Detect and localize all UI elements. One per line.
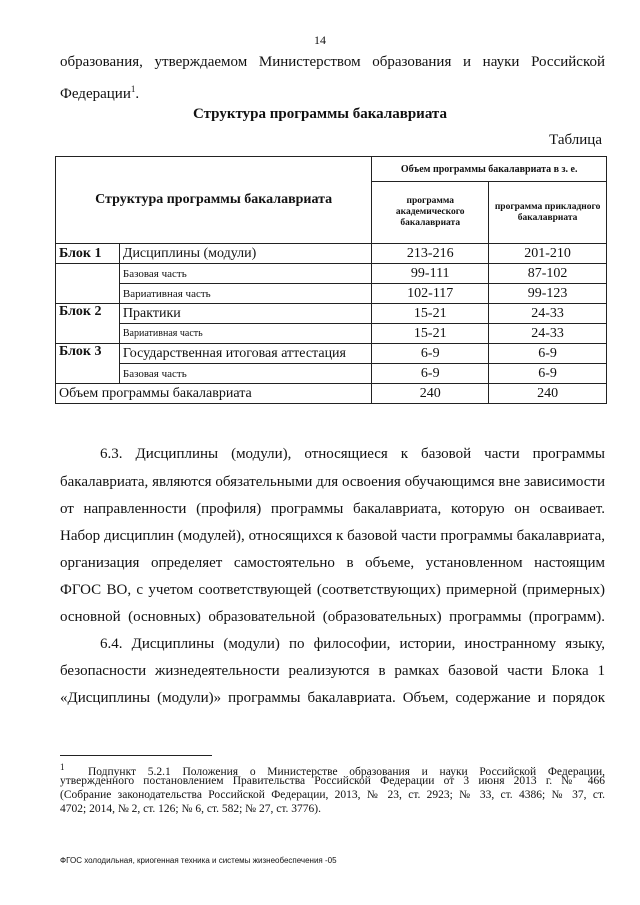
para-6-3-line: 6.3. Дисциплины (модули), относящиеся к базовой части программы [100,446,605,462]
para-6-3-line: основной (основных) образовательной (образовательных) программы (программ). [60,609,605,625]
header-academic: программа академического бакалавриата [372,182,489,244]
row-applied: 6-9 [489,364,607,384]
table-label: Таблица [549,132,602,148]
total-applied: 240 [489,384,607,404]
intro-line-2: Федерации$^1$. [60,84,140,102]
row-applied: 6-9 [489,344,607,364]
row-academic: 15-21 [372,324,489,344]
para-6-3-line: ФГОС ВО, с учетом соответствующей (соответствующих) примерной (примерных) [60,582,605,598]
row-name: Практики [119,304,371,324]
row-academic: 6-9 [372,344,489,364]
table-title: Структура программы бакалавриата [193,106,447,122]
row-academic: 99-111 [372,264,489,284]
para-6-4-line: 6.4. Дисциплины (модули) по философии, истории, иностранному языку, [100,636,605,652]
intro-line-1: образования, утверждаемом Министерством образования и науки Российской [60,54,605,70]
block-label: Блок 2 [56,304,120,344]
header-volume: Объем программы бакалавриата в з. е. [372,157,607,182]
footnote-line: 4702; 2014, № 2, ст. 126; № 6, ст. 582; № 27, ст. 3776). [60,803,322,815]
footnote-reference: 1 [130,84,136,94]
para-6-3-line: организация определяет самостоятельно в объеме, установленном настоящим [60,555,605,571]
page-number: 14 [314,33,326,47]
row-academic: 102-117 [372,284,489,304]
program-structure-table [55,156,607,404]
para-6-3-line: Набор дисциплин (модулей), относящихся к базовой части программы бакалавриата, [60,528,605,544]
row-academic: 6-9 [372,364,489,384]
block-label: Блок 1 [56,244,120,264]
total-row-name: Объем программы бакалавриата [56,384,372,404]
para-6-4-line: «Дисциплины (модули)» программы бакалавриата. Объем, содержание и порядок [60,690,605,706]
row-applied: 99-123 [489,284,607,304]
header-structure: Структура программы бакалавриата [56,157,372,244]
row-applied: 87-102 [489,264,607,284]
document-footer: ФГОС холодильная, криогенная техника и системы жизнеобеспечения -05 [60,856,337,865]
row-name: Вариативная часть [119,324,371,344]
row-name: Базовая часть [119,264,371,284]
block-label: Блок 3 [56,344,120,384]
row-academic: 213-216 [372,244,489,264]
row-name: Дисциплины (модули) [119,244,371,264]
row-applied: 24-33 [489,324,607,344]
block-label-empty [56,264,120,304]
footnote-line: (Собрание законодательства Российской Федерации, 2013, № 23, ст. 2923; № 33, ст. 4386; № 37, ст. [60,789,605,801]
row-applied: 201-210 [489,244,607,264]
row-applied: 24-33 [489,304,607,324]
para-6-4-line: безопасности жизнедеятельности реализуются в рамках базовой части Блока 1 [60,663,605,679]
footnote-line: утвержденного постановлением Правительства Российской Федерации от 3 июня 2013 г. № 466 [60,775,605,787]
intro-line-2-text: Федерации [60,86,131,102]
header-applied: программа прикладного бакалавриата [489,182,607,244]
para-6-3-line: бакалавриата, являются обязательными для освоения обучающимся вне зависимости [60,474,605,490]
row-name: Государственная итоговая аттестация [119,344,371,364]
footnote-line-text: Подпункт 5.2.1 Положения о Министерстве образования и науки Российской Федерации, [87,765,606,778]
footnote-mark: 1 [60,762,65,772]
row-name: Базовая часть [119,364,371,384]
row-academic: 15-21 [372,304,489,324]
footnote-separator [60,755,212,756]
row-name: Вариативная часть [119,284,371,304]
total-academic: 240 [372,384,489,404]
para-6-3-line: от направленности (профиля) программы бакалавриата, которую он осваивает. [60,501,605,517]
